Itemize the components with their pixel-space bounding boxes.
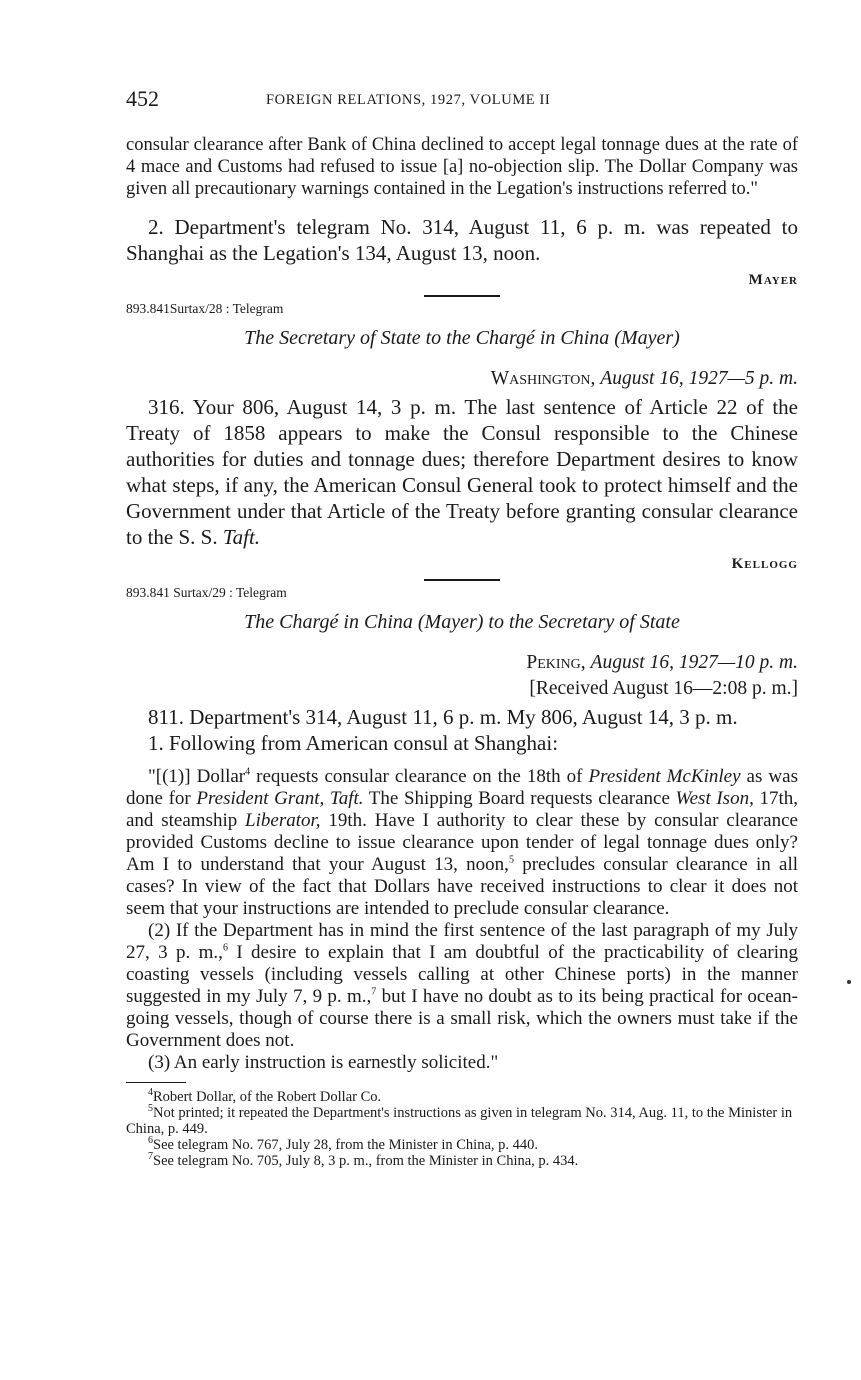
file-reference-1: 893.841Surtax/28 : Telegram [126,301,284,316]
quoted-point-1: "[(1)] Dollar$^4$ requests consular clearance on the 18th of President McKinley as was done for President Grant, Taft. The Shipping Board requests clearance West Ison, 17th, and steamship Liberator, 19th. Have I authority to clear these by consular clearance provided Customs decline to issue clearance upon tender of legal tonnage dues only? Am I to understand that your August 13, noon,$^5$ precludes consular clearance in all cases? In view of the fact that Dollars have received instructions to clear it does not seem that your instructions are intended to preclude consular clearance. [126,766,799,919]
page-number: 452 [126,86,159,111]
footnotes [126,1082,798,1169]
signature-kellogg: Kellogg [731,556,798,572]
ship-name-taft: Taft. [222,525,261,549]
footnote-ref-6: 6 [222,942,228,954]
telegram-316-text: 316. Your 806, August 14, 3 p. m. The last sentence of Article 22 of the Treaty of 1858 appears to make the Consul responsible to the Chinese authorities for duties and tonnage dues; therefore Department desires to know what steps, if any, the American Consul General took to protect himself and the Government under that Article of the Treaty before granting consular clearance to the S. S. [126,395,798,549]
footnote-4: $^4$Robert Dollar, of the Robert Dollar Co. [148,1087,382,1105]
footnote-5: $^5$Not printed; it repeated the Department's instructions as given in telegram No. 314, Aug. 11, to the Minister in China, p. 449. [126,1103,793,1137]
file-reference-2: 893.841 Surtax/29 : Telegram [126,585,287,600]
margin-speck [847,980,851,984]
dateline-place-2: Peking, [526,652,586,673]
telegram-811-item-1: 1. Following from American consul at Shanghai: [148,731,559,755]
ship-name-president-mckinley: President McKinley [588,766,741,787]
telegram-811-intro: 811. Department's 314, August 11, 6 p. m. My 806, August 14, 3 p. m. [148,705,738,729]
dateline-date-1: August 16, 1927—5 p. m. [600,368,798,389]
quoted-point-2: (2) If the Department has in mind the first sentence of the last paragraph of my July 27, 3 p. m.,$^6$ I desire to explain that I am doubtful of the practicability of clearing coasting vessels (including vessels calling at other Chinese ports) in the manner suggested in my July 7, 9 p. m.,$^7$ but I have no doubt as to its being practical for ocean-going vessels, though of course there is a small risk, which the owners must take if the Government does not. [126,920,799,1051]
document-page [126,86,798,1169]
ship-name-president-grant-taft: President Grant, Taft. [196,788,364,809]
section-divider [424,579,500,581]
dateline-place-1: Washington, [490,368,596,389]
telegram-316-body [126,394,798,550]
dateline-2 [126,652,798,674]
section-divider [424,295,500,297]
quoted-point-3: (3) An early instruction is earnestly solicited." [148,1052,499,1073]
continuation-paragraph: consular clearance after Bank of China declined to accept legal tonnage dues at the rate of 4 mace and Customs had refused to issue [a] no-objection slip. The Dollar Company was given all precautionary warnings contained in the Legation's instructions referred to." [126,135,798,199]
page-header [126,86,798,116]
running-head: FOREIGN RELATIONS, 1927, VOLUME II [266,92,551,108]
footnote-ref-4: 4 [245,766,251,778]
footnote-ref-7: 7 [371,986,377,998]
document-title-2: The Chargé in China (Mayer) to the Secretary of State [244,611,680,633]
document-title-1: The Secretary of State to the Chargé in China (Mayer) [244,327,680,349]
dateline-1 [126,368,798,390]
ship-name-west-ison: West Ison, [675,788,754,809]
footnote-divider [126,1082,186,1083]
paragraph-2: 2. Department's telegram No. 314, August 11, 6 p. m. was repeated to Shanghai as the Legation's 134, August 13, noon. [126,215,798,265]
ship-name-liberator: Liberator, [245,810,321,831]
received-note: [Received August 16—2:08 p. m.] [529,678,798,699]
footnote-6: $^6$See telegram No. 767, July 28, from the Minister in China, p. 440. [148,1135,539,1153]
dateline-date-2: August 16, 1927—10 p. m. [590,652,798,673]
footnote-ref-5: 5 [508,854,514,866]
footnote-7: $^7$See telegram No. 705, July 8, 3 p. m., from the Minister in China, p. 434. [148,1151,579,1169]
signature-mayer: Mayer [748,272,798,288]
